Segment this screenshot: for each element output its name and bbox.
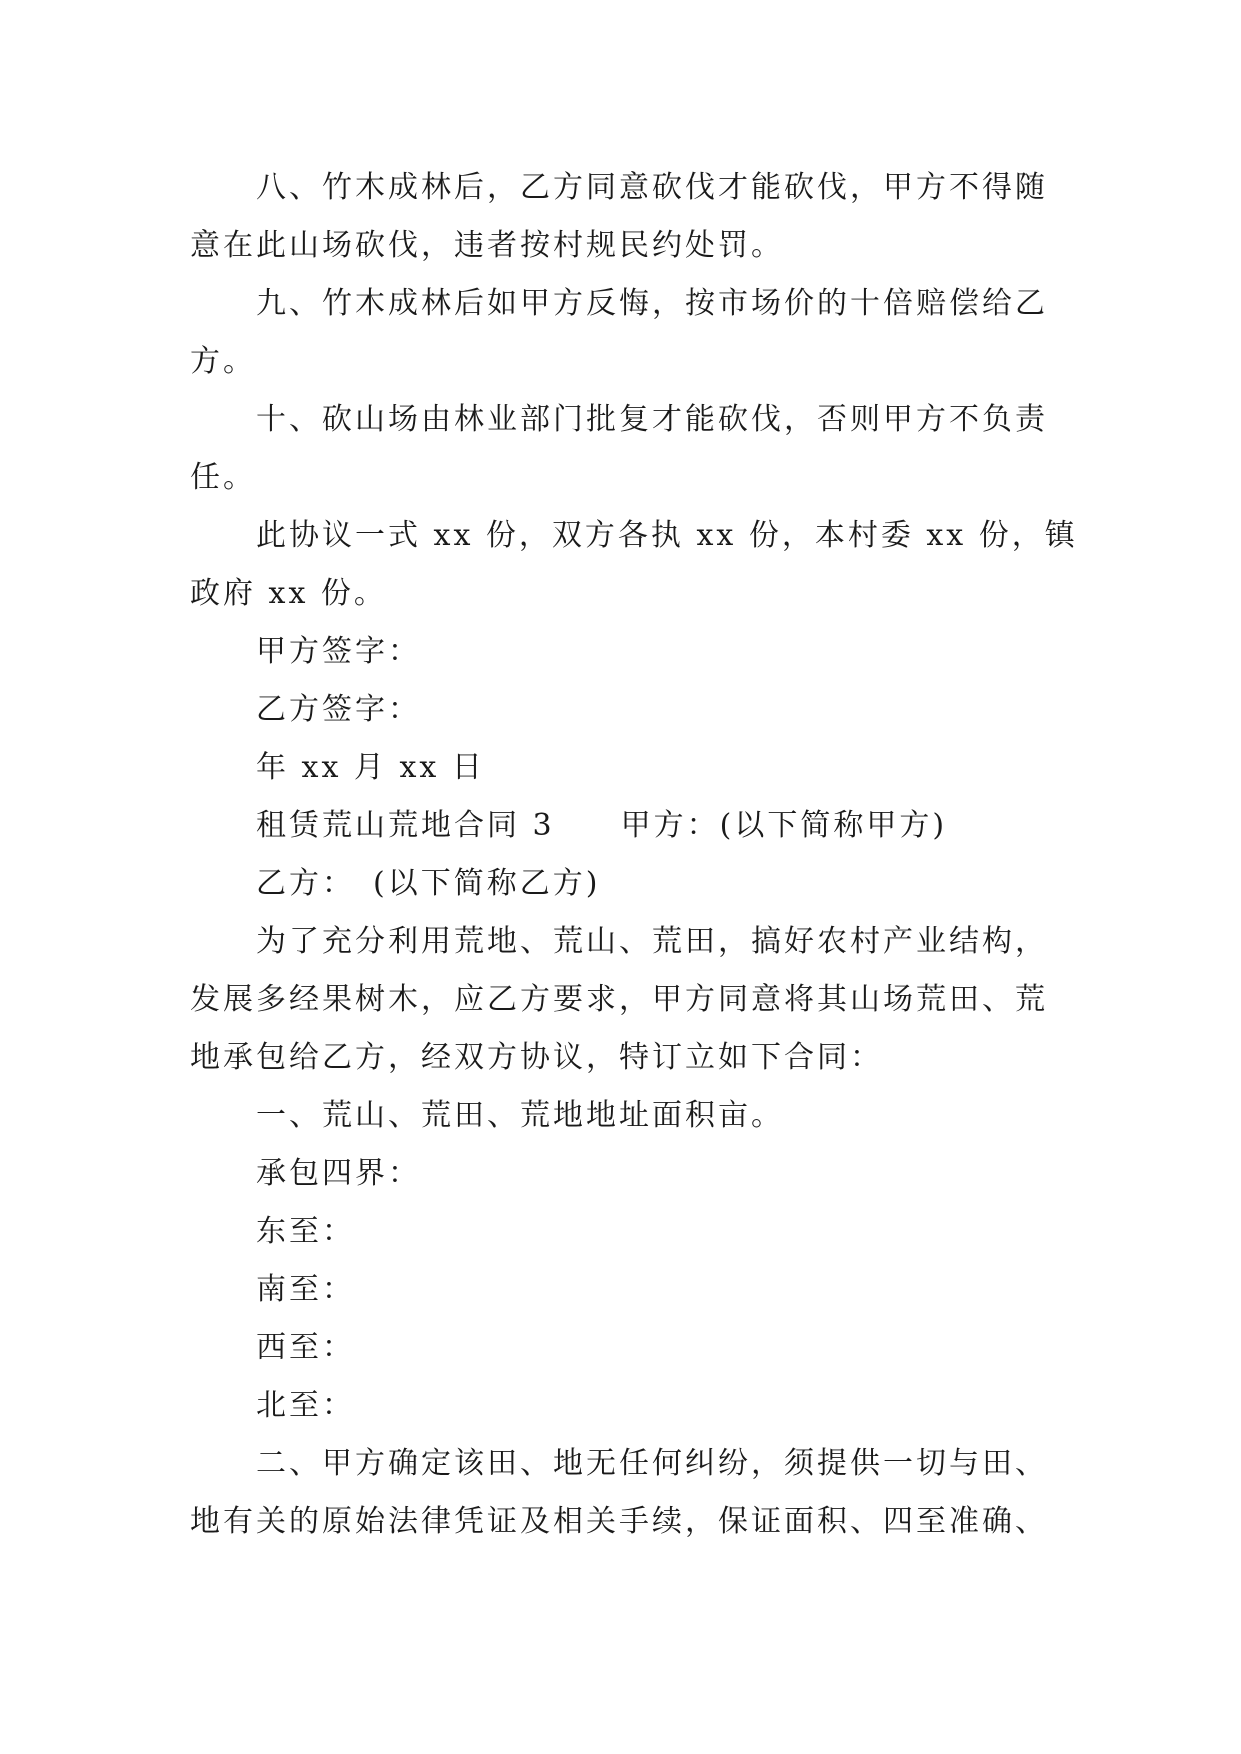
text-line: 八、竹木成林后，乙方同意砍伐才能砍伐，甲方不得随 bbox=[256, 170, 1048, 205]
text-line: 乙方： (以下简称乙方) bbox=[256, 866, 601, 901]
text-line: 九、竹木成林后如甲方反悔，按市场价的十倍赔偿给乙 bbox=[256, 286, 1048, 321]
date-line: 年 xx 月 xx 日 bbox=[256, 750, 485, 785]
text-line: 承包四界： bbox=[256, 1156, 421, 1191]
text-line: 一、荒山、荒田、荒地地址面积亩。 bbox=[256, 1098, 784, 1133]
signature-line-party-b: 乙方签字： bbox=[256, 692, 421, 727]
text-line: 意在此山场砍伐，违者按村规民约处罚。 bbox=[190, 228, 784, 263]
signature-line-party-a: 甲方签字： bbox=[256, 634, 421, 669]
text-line: 方。 bbox=[190, 344, 256, 379]
text-line: 地有关的原始法律凭证及相关手续，保证面积、四至准确、 bbox=[190, 1504, 1048, 1539]
boundary-west: 西至： bbox=[256, 1330, 355, 1365]
boundary-east: 东至： bbox=[256, 1214, 355, 1249]
text-line: 为了充分利用荒地、荒山、荒田，搞好农村产业结构， bbox=[256, 924, 1048, 959]
text-line: 此协议一式 xx 份，双方各执 xx 份，本村委 xx 份，镇 bbox=[256, 518, 1078, 553]
boundary-south: 南至： bbox=[256, 1272, 355, 1307]
text-line: 地承包给乙方，经双方协议，特订立如下合同： bbox=[190, 1040, 883, 1075]
contract-heading: 租赁荒山荒地合同 3 甲方：(以下简称甲方) bbox=[256, 808, 948, 843]
text-line: 十、砍山场由林业部门批复才能砍伐，否则甲方不负责 bbox=[256, 402, 1048, 437]
boundary-north: 北至： bbox=[256, 1388, 355, 1423]
text-line: 任。 bbox=[190, 460, 256, 495]
text-line: 二、甲方确定该田、地无任何纠纷，须提供一切与田、 bbox=[256, 1446, 1048, 1481]
text-line: 政府 xx 份。 bbox=[190, 576, 387, 611]
text-line: 发展多经果树木，应乙方要求，甲方同意将其山场荒田、荒 bbox=[190, 982, 1048, 1017]
